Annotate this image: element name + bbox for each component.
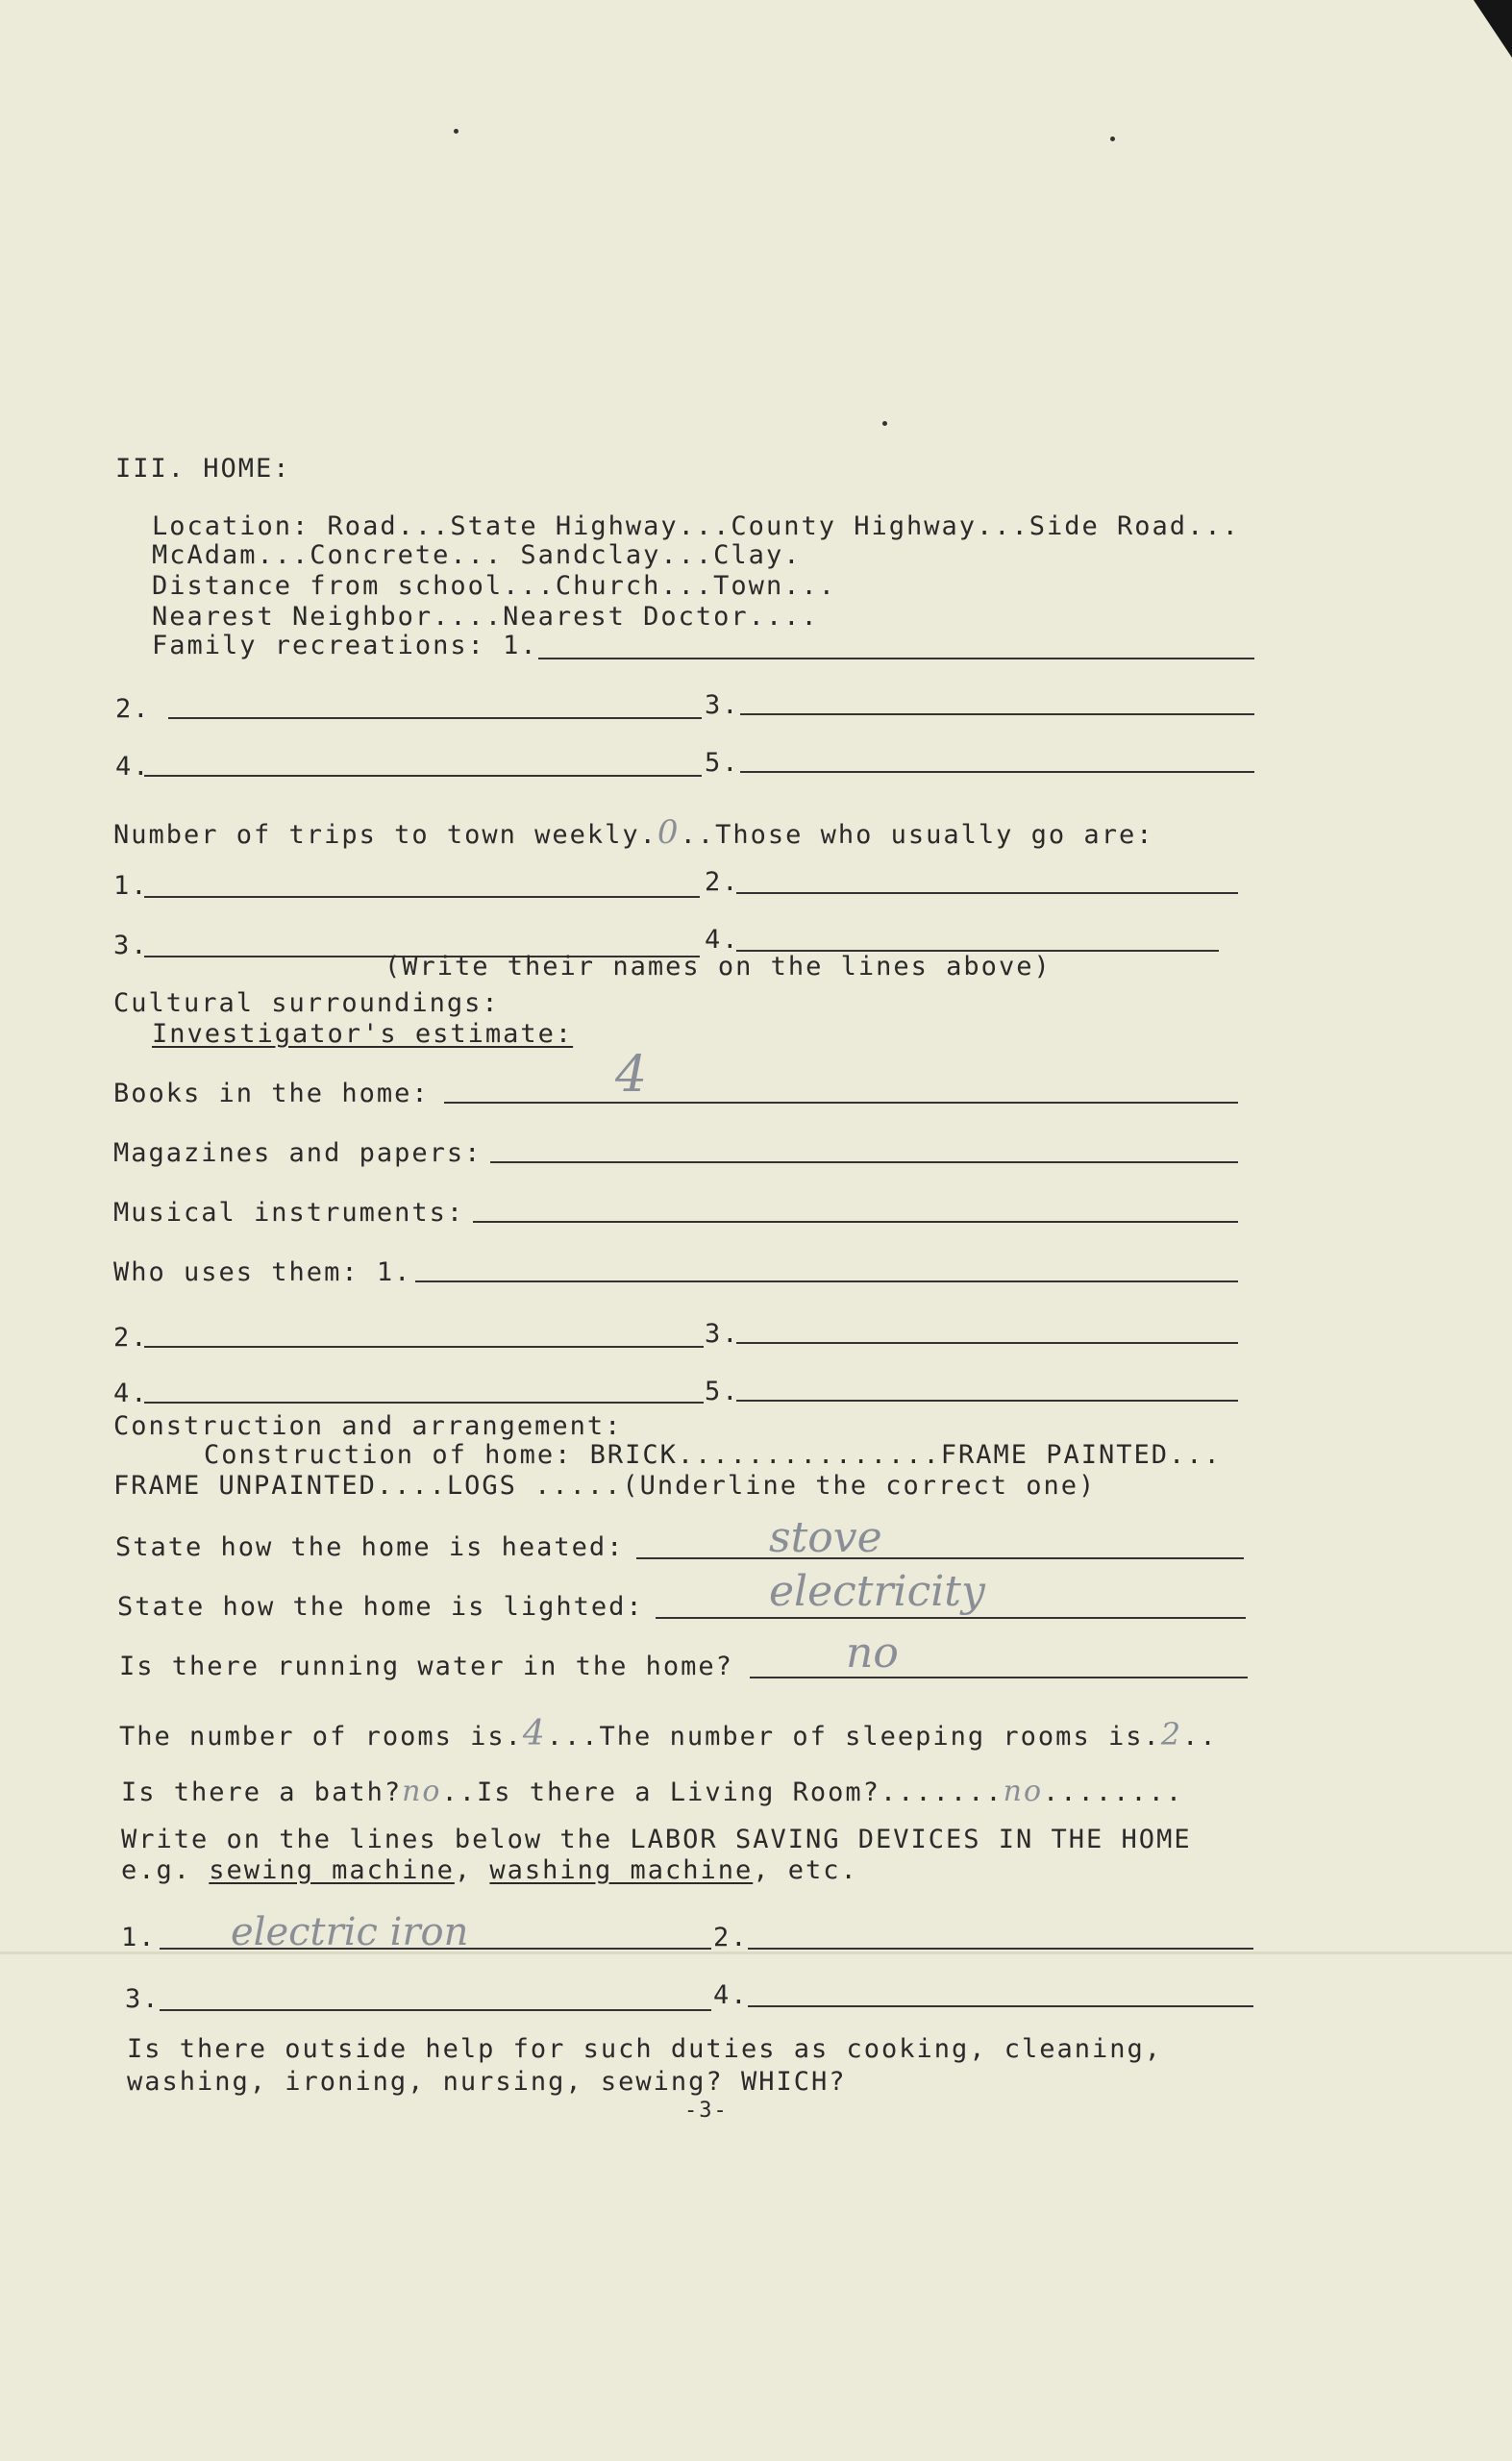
- living-room-handwritten-value[interactable]: no: [1003, 1775, 1044, 1808]
- item-number: 2.: [113, 1323, 149, 1353]
- item-number: 4.: [713, 1980, 749, 2010]
- magazines-label: Magazines and papers:: [113, 1138, 483, 1168]
- bath-line: [121, 1769, 1183, 1815]
- road-surface-line: McAdam...Concrete... Sandclay...Clay.: [152, 540, 802, 570]
- recreation-3-line[interactable]: [740, 713, 1254, 715]
- musical-instruments-label: Musical instruments:: [113, 1198, 465, 1228]
- comma: ,: [454, 1855, 473, 1885]
- outside-help-question: Is there outside help for such duties as cooking, cleaning,: [127, 2034, 1163, 2064]
- recreation-1-line[interactable]: [538, 658, 1254, 659]
- heated-line[interactable]: [636, 1557, 1244, 1559]
- eg-label: e.g.: [121, 1855, 192, 1885]
- user-5-line[interactable]: [736, 1400, 1238, 1402]
- user-1-line[interactable]: [415, 1280, 1238, 1282]
- rooms-line: [119, 1711, 1218, 1757]
- device-1-handwritten-value[interactable]: electric iron: [231, 1910, 469, 1954]
- paper-fold: [0, 1951, 1512, 1954]
- item-number: 4.: [113, 1379, 149, 1408]
- item-number: 2.: [705, 867, 740, 897]
- running-water-line[interactable]: [750, 1677, 1248, 1678]
- item-number: 3.: [705, 1319, 740, 1349]
- frame-unpainted-options: FRAME UNPAINTED....LOGS .....(Underline the correct one): [113, 1471, 1097, 1501]
- page-number: -3-: [684, 2099, 729, 2123]
- traveler-2-line[interactable]: [736, 892, 1238, 894]
- ink-speck: [882, 421, 887, 426]
- family-recreations-label: Family recreations: 1.: [152, 631, 538, 660]
- item-number: 3.: [113, 931, 149, 960]
- bath-trailing-dots: ........: [1043, 1777, 1184, 1807]
- outside-help-question-cont: washing, ironing, nursing, sewing? WHICH?: [127, 2067, 847, 2097]
- lighted-label: State how the home is lighted:: [117, 1592, 644, 1622]
- sleeping-rooms-handwritten-value[interactable]: 2: [1160, 1716, 1183, 1753]
- user-4-line[interactable]: [144, 1402, 704, 1404]
- recreation-4-line[interactable]: [144, 775, 702, 777]
- running-water-label: Is there running water in the home?: [119, 1652, 733, 1681]
- traveler-1-line[interactable]: [144, 896, 700, 898]
- item-number: 4.: [115, 752, 151, 782]
- user-2-line[interactable]: [144, 1346, 704, 1348]
- device-4-line[interactable]: [748, 2005, 1253, 2007]
- investigator-estimate-heading: Investigator's estimate:: [152, 1019, 574, 1049]
- lighted-line[interactable]: [656, 1617, 1246, 1619]
- item-number: 4.: [705, 925, 740, 955]
- trips-go-label: ..Those who usually go are:: [680, 820, 1154, 850]
- rooms-trailing-dots: ..: [1182, 1722, 1218, 1752]
- device-2-line[interactable]: [748, 1948, 1253, 1950]
- books-label: Books in the home:: [113, 1079, 430, 1108]
- item-number: 5.: [705, 1377, 740, 1406]
- device-3-line[interactable]: [160, 2009, 711, 2011]
- distance-line: Distance from school...Church...Town...: [152, 571, 836, 601]
- lighted-handwritten-value[interactable]: electricity: [769, 1567, 985, 1616]
- cultural-surroundings-heading: Cultural surroundings:: [113, 988, 500, 1018]
- item-number: 1.: [121, 1923, 157, 1952]
- books-line[interactable]: [444, 1102, 1238, 1104]
- location-line: Location: Road...State Highway...County Highway...Side Road...: [152, 511, 1240, 541]
- trips-label: Number of trips to town weekly.: [113, 820, 657, 850]
- item-number: 2.: [713, 1923, 749, 1952]
- etc-label: , etc.: [753, 1855, 858, 1885]
- who-uses-label: Who uses them: 1.: [113, 1257, 412, 1287]
- item-number: 1.: [113, 871, 149, 901]
- recreation-2-line[interactable]: [168, 717, 702, 719]
- labor-saving-examples: [121, 1855, 858, 1886]
- example-washing-machine: washing machine: [489, 1855, 754, 1885]
- ink-speck: [454, 129, 459, 134]
- heated-label: State how the home is heated:: [115, 1532, 625, 1562]
- item-number: 3.: [705, 690, 740, 720]
- books-handwritten-value[interactable]: 4: [615, 1046, 648, 1104]
- rooms-handwritten-value[interactable]: 4: [522, 1714, 547, 1753]
- section-heading: III. HOME:: [115, 454, 291, 484]
- construction-heading: Construction and arrangement:: [113, 1411, 623, 1441]
- sleeping-rooms-label: ...The number of sleeping rooms is.: [546, 1722, 1161, 1752]
- item-number: 3.: [125, 1984, 161, 2014]
- living-room-label: ..Is there a Living Room?.......: [441, 1777, 1004, 1807]
- rooms-label: The number of rooms is.: [119, 1722, 523, 1752]
- ink-speck: [1110, 137, 1115, 141]
- labor-saving-instruction: Write on the lines below the LABOR SAVING DEVICES IN THE HOME: [121, 1825, 1192, 1854]
- example-sewing-machine: sewing machine: [209, 1855, 455, 1885]
- neighbor-line: Nearest Neighbor....Nearest Doctor....: [152, 602, 819, 632]
- bath-handwritten-value[interactable]: no: [402, 1775, 442, 1808]
- user-3-line[interactable]: [736, 1342, 1238, 1344]
- musical-instruments-line[interactable]: [473, 1221, 1238, 1223]
- bath-label: Is there a bath?: [121, 1777, 403, 1807]
- item-number: 2.: [115, 694, 151, 724]
- running-water-handwritten-value[interactable]: no: [846, 1628, 899, 1678]
- construction-options: Construction of home: BRICK...............FRAME PAINTED...: [204, 1440, 1222, 1470]
- recreation-5-line[interactable]: [740, 771, 1254, 773]
- item-number: 5.: [705, 748, 740, 778]
- names-instruction: (Write their names on the lines above): [384, 952, 1052, 982]
- trips-handwritten-value[interactable]: 0: [657, 813, 681, 852]
- magazines-line[interactable]: [490, 1161, 1238, 1163]
- page-corner-shadow: [1474, 0, 1512, 58]
- trips-line: [113, 809, 1153, 856]
- heated-handwritten-value[interactable]: stove: [769, 1513, 882, 1562]
